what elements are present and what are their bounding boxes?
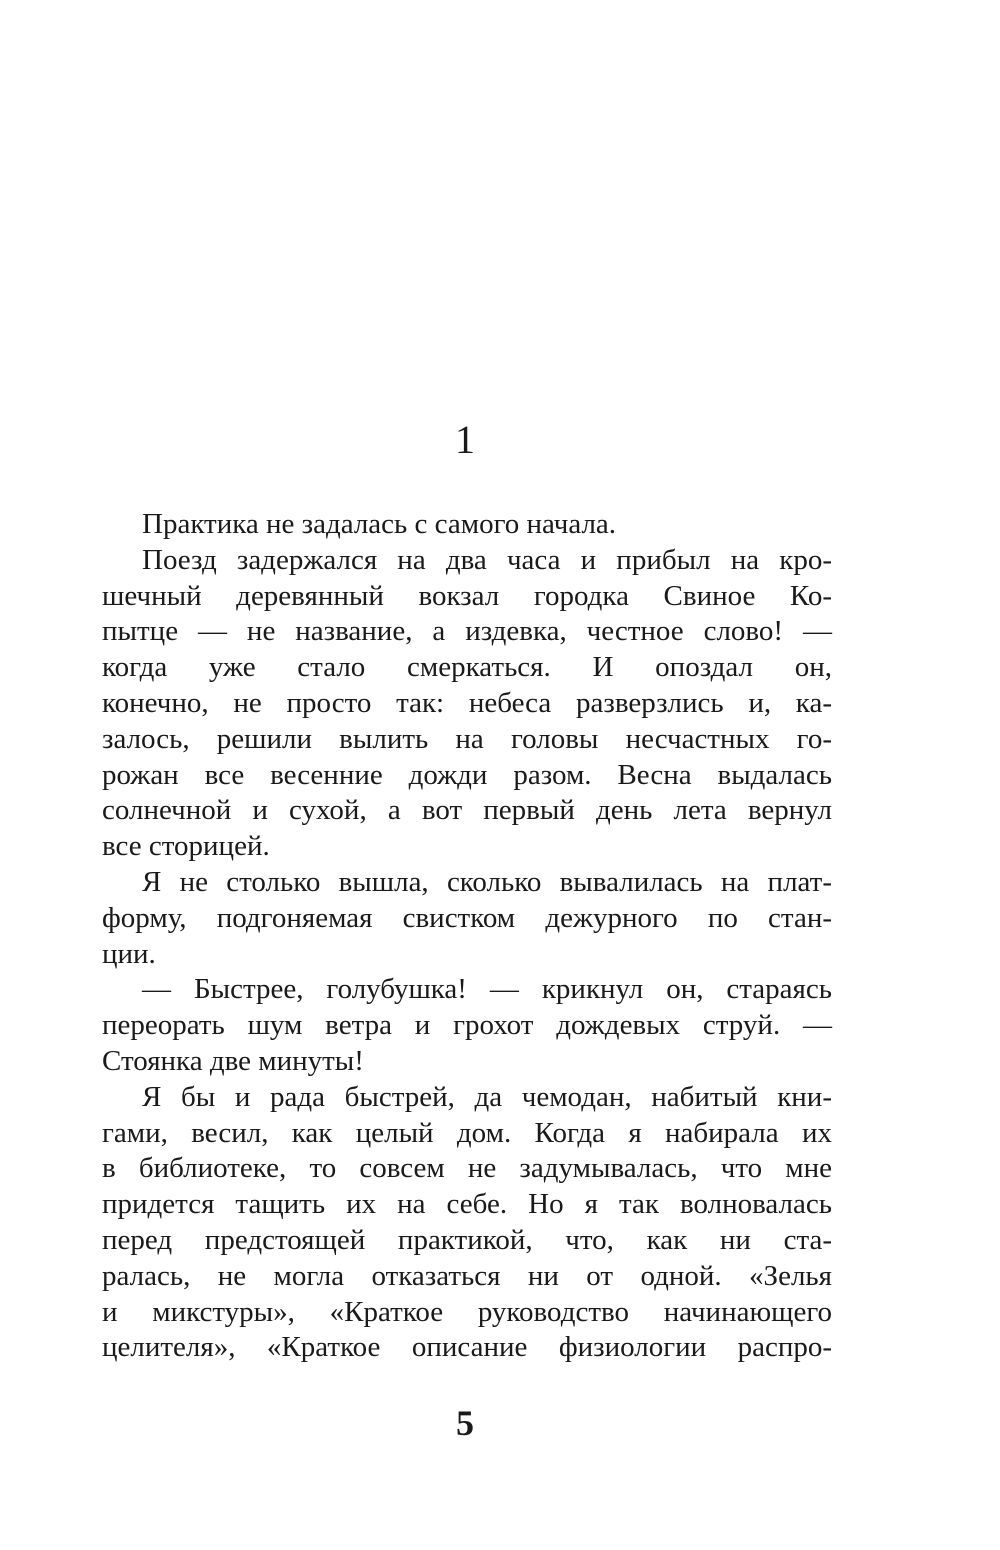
text-line: когда уже стало смеркаться. И опоздал он, [102,651,832,684]
text-line: ралась, не могла отказаться ни от одной. «Зелья [102,1259,832,1292]
text-line: в библиотеке, то совсем не задумывалась, что мне [102,1152,832,1185]
text-line: рожан все весенние дожди разом. Весна выдалась [102,758,832,791]
text-line: переорать шум ветра и грохот дождевых струй. — [102,1009,832,1042]
text-line: Я не столько вышла, сколько вывалилась на плат- [142,865,832,898]
text-line: — Быстрее, голубушка! — крикнул он, стараясь [142,973,832,1006]
text-line: Стоянка две минуты! [102,1044,364,1077]
text-line: Поезд задержался на два часа и прибыл на кро- [142,543,832,576]
text-line: Практика не задалась с самого начала. [142,508,617,540]
text-line: ции. [102,937,156,970]
text-line: конечно, не просто так: небеса разверзлись и, ка- [102,686,832,719]
text-line: придется тащить их на себе. Но я так волновалась [102,1188,832,1221]
text-line: все сторицей. [102,830,270,863]
text-line: гами, весил, как целый дом. Когда я набирала их [102,1116,832,1149]
text-line: залось, решили вылить на головы несчастных го- [102,722,832,755]
text-line: форму, подгоняемая свистком дежурного по стан- [102,901,832,934]
text-line: шечный деревянный вокзал городка Свиное Ко- [102,579,832,612]
text-line: Я бы и рада быстрей, да чемодан, набитый кни- [142,1080,832,1113]
page-number: 5 [456,1403,474,1443]
text-line: солнечной и сухой, а вот первый день лета вернул [102,794,832,827]
chapter-number: 1 [455,417,475,462]
text-line: и микстуры», «Краткое руководство начинающего [102,1295,832,1328]
text-line: целителя», «Краткое описание физиологии распро- [102,1331,832,1364]
text-line: пытце — не название, а издевка, честное слово! — [102,615,832,648]
body-text [102,507,832,1366]
text-line: перед предстоящей практикой, что, как ни ста- [102,1223,832,1256]
